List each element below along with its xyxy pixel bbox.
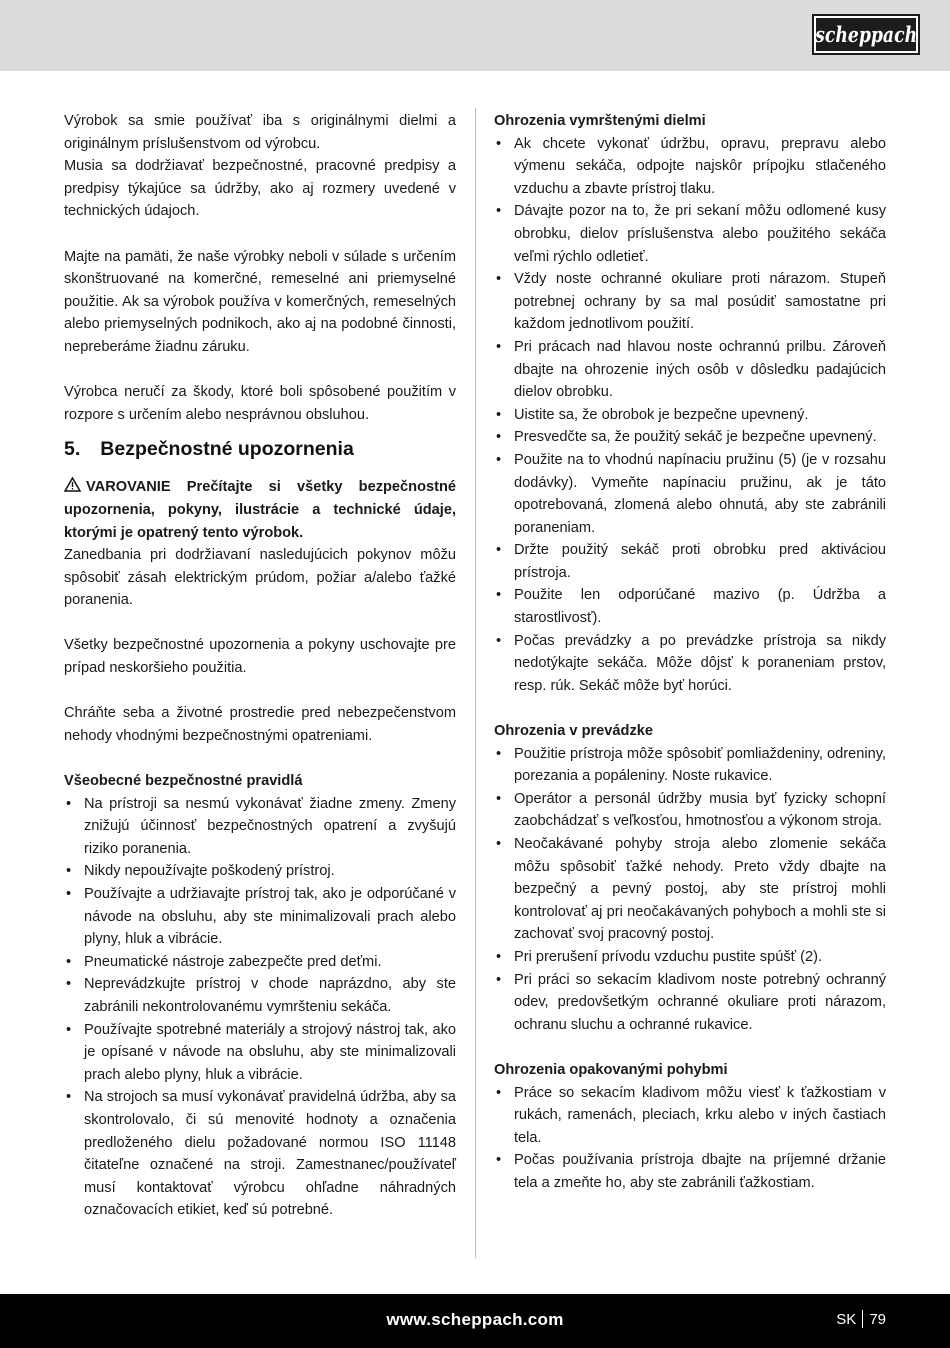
list-item: • Ak chcete vykonať údržbu, opravu, prepravu alebo výmenu sekáča, odpojte najskôr prípojku stlačeného vzduchu a zbavte prístroj tlaku. (494, 133, 886, 201)
list-item: • Použite len odporúčané mazivo (p. Údržba a starostlivosť). (494, 584, 886, 629)
ejected-parts-list (494, 133, 886, 698)
website-link[interactable]: www.scheppach.com (386, 1310, 564, 1329)
list-item: • Na strojoch sa musí vykonávať pravidelná údržba, aby sa skontrolovalo, či sú menovité hodnoty a označenia predloženého dielu požadované normou ISO 11148 čitateľne označené na stroji. Zamestnanec/používateľ musí kontaktovať výrobcu ohľadne náhradných označovacích etikiet, keď sú potrebné. (64, 1086, 456, 1222)
page-number: 79 (869, 1310, 886, 1328)
operation-hazards-heading: Ohrozenia v prevádzke (494, 723, 653, 740)
section-number: 5. (64, 438, 81, 461)
footer-bar (0, 1294, 950, 1348)
list-item: • Vždy noste ochranné okuliare proti nárazom. Stupeň potrebnej ochrany by sa mal posúdiť samostatne pri každom jednotlivom použití. (494, 268, 886, 336)
commercial-use-paragraph: Majte na pamäti, že naše výrobky neboli v súlade s určením skonštruované na komerčné, remeselné ani priemyselné použitie. Ak sa výrobok používa v komerčných, remeselných alebo priemyselných podnikoch, ako aj na podobné činnosti, nepreberáme žiadnu záruku. (64, 248, 456, 355)
list-item: • Počas používania prístroja dbajte na príjemné držanie tela a zmeňte ho, aby ste zabránili ťažkostiam. (494, 1149, 886, 1194)
list-item: • Na prístroji sa nesmú vykonávať žiadne zmeny. Zmeny znižujú účinnosť bezpečnostných opatrení a zvyšujú riziko poranenia. (64, 793, 456, 861)
warning-bold-text: VAROVANIE Prečítajte si všetky bezpečnostné upozornenia, pokyny, ilustrácie a technické údaje, ktorými je opatrený tento výrobok. (64, 479, 456, 541)
warning-block (64, 476, 456, 544)
header-band (0, 0, 950, 71)
list-item: • Presvedčte sa, že použitý sekáč je bezpečne upevnený. (494, 426, 886, 449)
repetitive-motion-list (494, 1082, 886, 1195)
list-item: • Pri prerušení prívodu vzduchu pustite spúšť (2). (494, 946, 886, 969)
list-item: • Používajte spotrebné materiály a strojový nástroj tak, ako je opísané v návode na obsluhu, aby ste minimalizovali prach alebo plyny, hluk a vibrácie. (64, 1019, 456, 1087)
list-item: • Neprevádzkujte prístroj v chode naprázdno, aby ste zabránili nekontrolovanému vymršteniu sekáča. (64, 973, 456, 1018)
warning-text: Zanedbania pri dodržiavaní nasledujúcich pokynov môžu spôsobiť zásah elektrickým prúdom, požiar a/alebo ťažké poranenia. (64, 547, 456, 609)
list-item: • Pri práci so sekacím kladivom noste potrebný ochranný odev, predovšetkým ochranné okuliare proti nárazom, ochranu sluchu a ochranné rukavice. (494, 969, 886, 1037)
language-code: SK (836, 1310, 857, 1328)
list-item: • Neočakávané pohyby stroja alebo zlomenie sekáča môžu spôsobiť ťažké nehody. Preto vždy dbajte na bezpečný a pevný postoj, aby ste prístroj mohli kontrolovať aj pri neočakávaných pohyboch a mohli ste si zachovať svoj pracovný postoj. (494, 833, 886, 946)
liability-paragraph: Výrobca neručí za škody, ktoré boli spôsobené použitím v rozpore s určením alebo nesprávnou obsluhou. (64, 384, 456, 423)
list-item: • Pri prácach nad hlavou noste ochrannú prilbu. Zároveň dbajte na ohrozenie iných osôb v dôsledku padajúcich dielov obrobku. (494, 336, 886, 404)
logo-text: scheppach (815, 22, 917, 47)
list-item: • Držte použitý sekáč proti obrobku pred aktiváciou prístroja. (494, 539, 886, 584)
left-column (64, 110, 456, 1222)
protect-paragraph: Chráňte seba a životné prostredie pred nebezpečenstvom nehody vhodnými bezpečnostnými opatreniami. (64, 705, 456, 744)
list-item: • Počas prevádzky a po prevádzke prístroja sa nikdy nedotýkajte sekáča. Môže dôjsť k poraneniam prstov, resp. rúk. Sekáč môže byť horúci. (494, 630, 886, 698)
list-item: • Uistite sa, že obrobok je bezpečne upevnený. (494, 404, 886, 427)
list-item: • Použitie prístroja môže spôsobiť pomliaždeniny, odreniny, porezania a popáleniny. Noste rukavice. (494, 743, 886, 788)
list-item: • Operátor a personál údržby musia byť fyzicky schopní zaobchádzať s veľkosťou, hmotnosťou a výkonom stroja. (494, 788, 886, 833)
footer-separator (862, 1310, 863, 1328)
warning-triangle-icon (64, 477, 81, 492)
list-item: • Nikdy nepoužívajte poškodený prístroj. (64, 860, 456, 883)
page-indicator (836, 1310, 886, 1328)
list-item: • Použite na to vhodnú napínaciu pružinu (5) (je v rozsahu dodávky). Vymeňte napínaciu pružinu, ak je táto opotrebovaná, zlomená alebo ohnutá, aby ste zabránili poraneniam. (494, 449, 886, 539)
right-column (494, 110, 886, 1195)
list-item: • Práce so sekacím kladivom môžu viesť k ťažkostiam v rukách, ramenách, pleciach, krku alebo v iných častiach tela. (494, 1082, 886, 1150)
keep-instructions-paragraph: Všetky bezpečnostné upozornenia a pokyny uschovajte pre prípad neskoršieho použitia. (64, 637, 456, 677)
operation-hazards-list (494, 743, 886, 1037)
list-item: • Dávajte pozor na to, že pri sekaní môžu odlomené kusy obrobku, dielov príslušenstva alebo použitého sekáča veľmi rýchlo odletieť. (494, 200, 886, 268)
intro-paragraph-2: Musia sa dodržiavať bezpečnostné, pracovné predpisy a predpisy týkajúce sa údržby, ako aj rozmery uvedené v technických údajoch. (64, 158, 456, 220)
column-divider (475, 108, 476, 1258)
general-rules-list (64, 793, 456, 1222)
brand-logo (814, 16, 918, 53)
list-item: • Pneumatické nástroje zabezpečte pred deťmi. (64, 951, 456, 974)
ejected-parts-heading: Ohrozenia vymrštenými dielmi (494, 113, 706, 129)
section-title: Bezpečnostné upozornenia (100, 438, 354, 461)
general-rules-heading: Všeobecné bezpečnostné pravidlá (64, 773, 303, 790)
intro-paragraph-1: Výrobok sa smie používať iba s originálnymi dielmi a originálnym príslušenstvom od výrobcu. (64, 113, 456, 152)
list-item: • Používajte a udržiavajte prístroj tak, ako je odporúčané v návode na obsluhu, aby ste minimalizovali prach alebo plyny, hluk a vibrácie. (64, 883, 456, 951)
repetitive-motion-heading: Ohrozenia opakovanými pohybmi (494, 1061, 728, 1078)
section-heading (64, 434, 456, 464)
